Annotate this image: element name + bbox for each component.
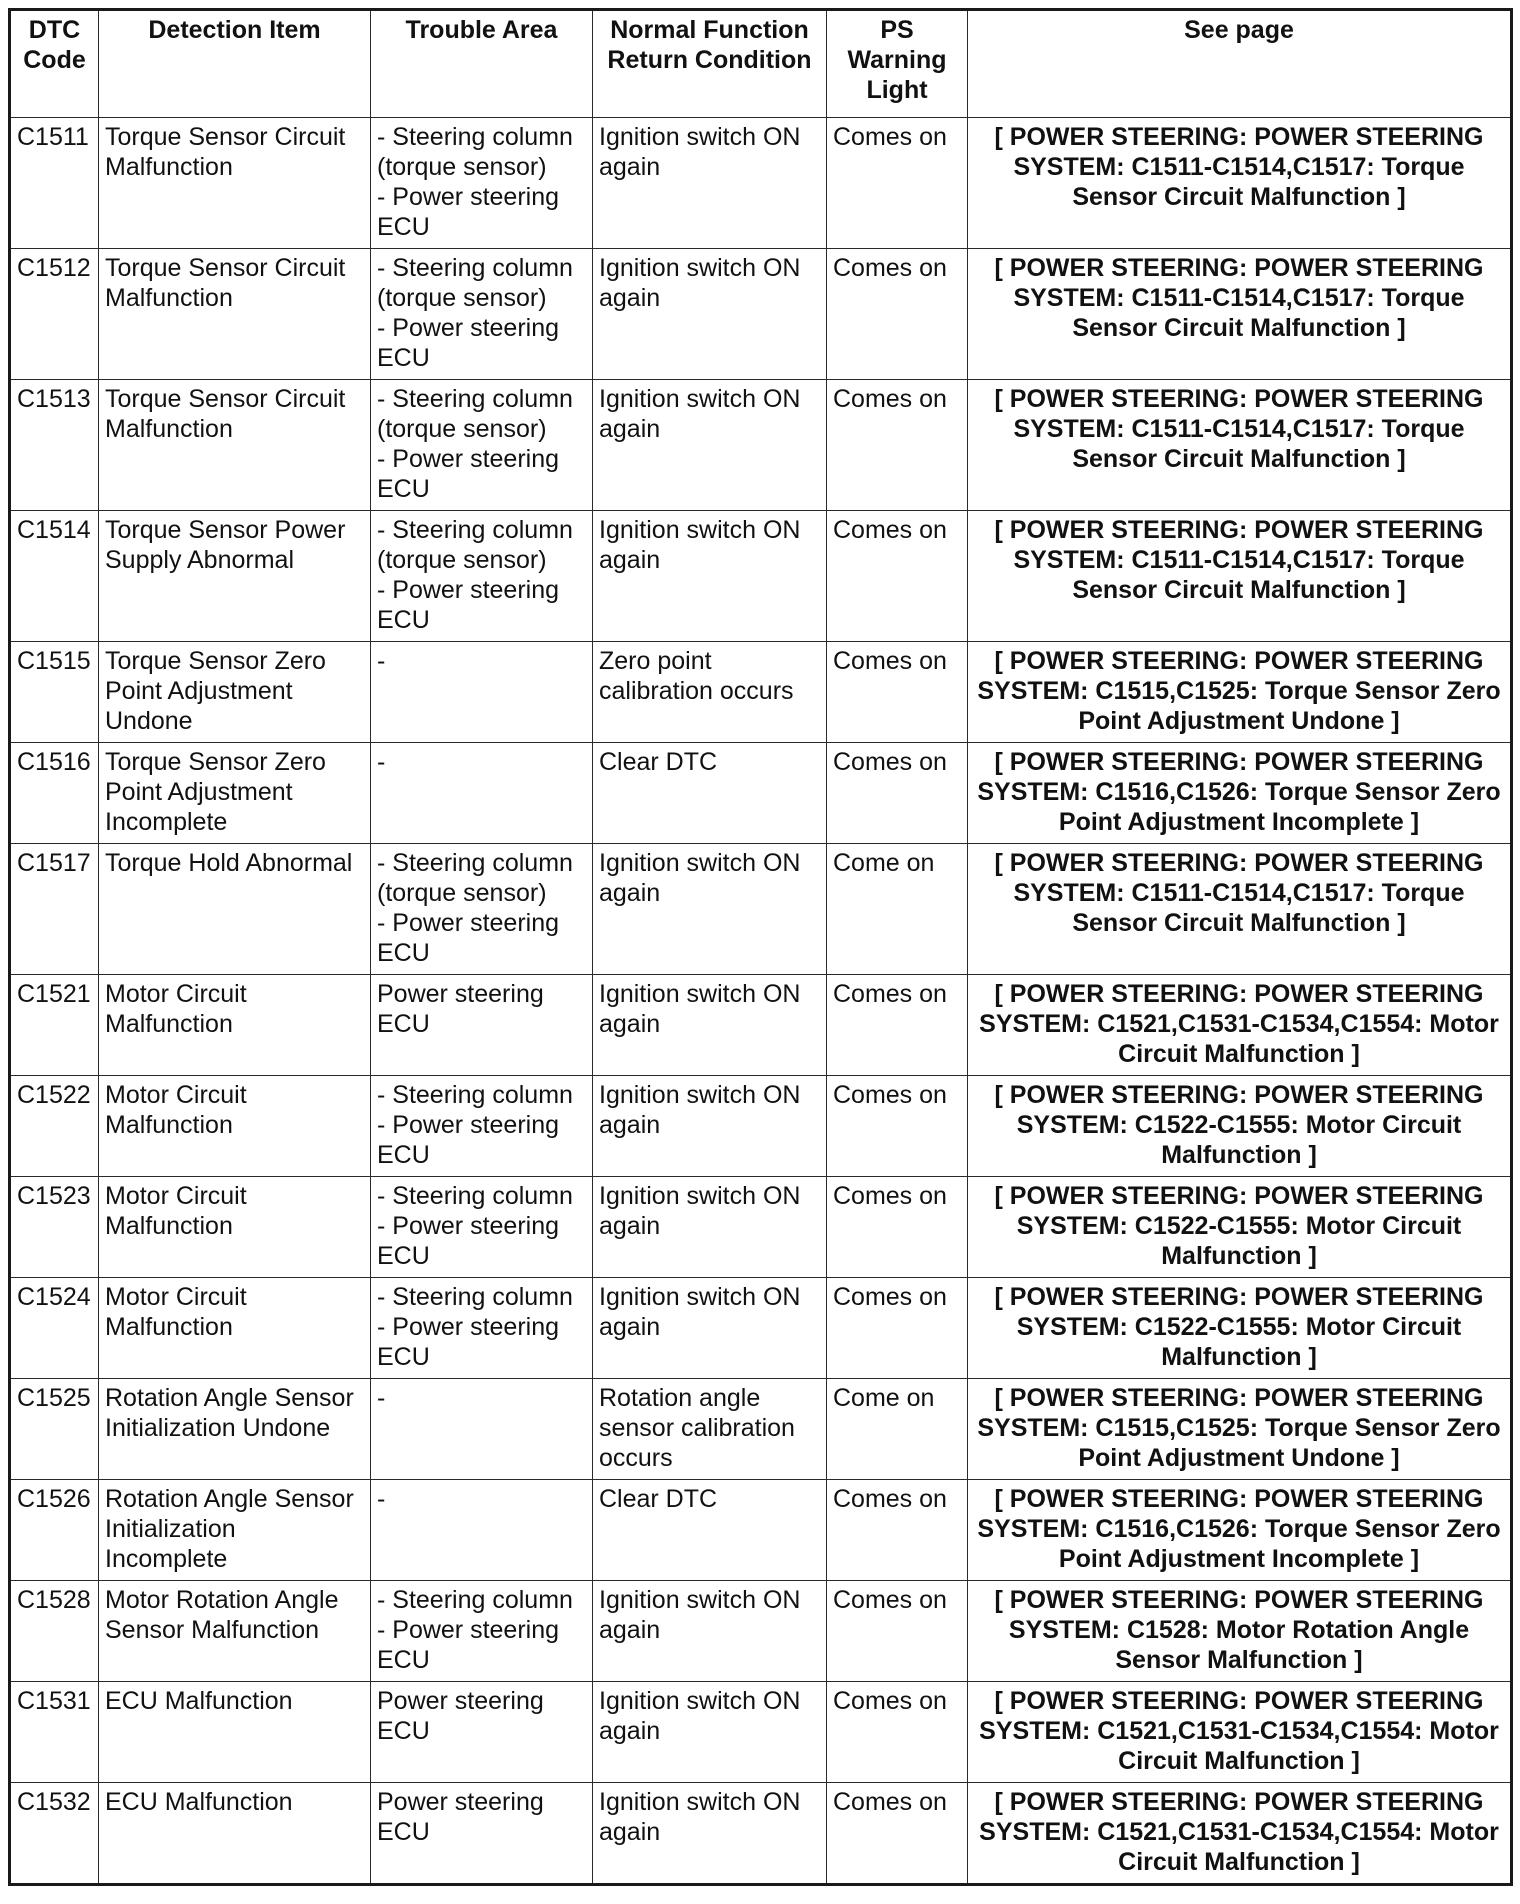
cell-return-condition: Clear DTC <box>593 743 827 844</box>
header-trouble-area: Trouble Area <box>371 10 593 118</box>
cell-see-page-link[interactable]: [ POWER STEERING: POWER STEERING SYSTEM: C1528: Motor Rotation Angle Sensor Malfunction ] <box>968 1581 1512 1682</box>
cell-see-page-link[interactable]: [ POWER STEERING: POWER STEERING SYSTEM: C1511-C1514,C1517: Torque Sensor Circuit Malfunction ] <box>968 380 1512 511</box>
cell-see-page-link[interactable]: [ POWER STEERING: POWER STEERING SYSTEM: C1515,C1525: Torque Sensor Zero Point Adjustment Undone ] <box>968 642 1512 743</box>
cell-see-page-link[interactable]: [ POWER STEERING: POWER STEERING SYSTEM: C1516,C1526: Torque Sensor Zero Point Adjustment Incomplete ] <box>968 1480 1512 1581</box>
cell-detection-item: Motor Circuit Malfunction <box>99 1278 371 1379</box>
cell-trouble-area: - <box>371 1480 593 1581</box>
table-row <box>10 1076 1512 1177</box>
cell-return-condition: Ignition switch ON again <box>593 1278 827 1379</box>
cell-dtc-code: C1523 <box>10 1177 99 1278</box>
cell-dtc-code: C1531 <box>10 1682 99 1783</box>
cell-see-page-link[interactable]: [ POWER STEERING: POWER STEERING SYSTEM: C1522-C1555: Motor Circuit Malfunction ] <box>968 1177 1512 1278</box>
cell-detection-item: ECU Malfunction <box>99 1682 371 1783</box>
cell-return-condition: Rotation angle sensor calibration occurs <box>593 1379 827 1480</box>
cell-detection-item: Rotation Angle Sensor Initialization Undone <box>99 1379 371 1480</box>
cell-see-page-link[interactable]: [ POWER STEERING: POWER STEERING SYSTEM: C1511-C1514,C1517: Torque Sensor Circuit Malfunction ] <box>968 844 1512 975</box>
cell-ps-warning-light: Comes on <box>827 1682 968 1783</box>
cell-dtc-code: C1516 <box>10 743 99 844</box>
cell-see-page-link[interactable]: [ POWER STEERING: POWER STEERING SYSTEM: C1522-C1555: Motor Circuit Malfunction ] <box>968 1076 1512 1177</box>
table-header <box>10 10 1512 118</box>
table-row <box>10 380 1512 511</box>
cell-detection-item: Torque Sensor Circuit Malfunction <box>99 380 371 511</box>
cell-dtc-code: C1511 <box>10 118 99 249</box>
cell-detection-item: Motor Circuit Malfunction <box>99 1076 371 1177</box>
table-row <box>10 1581 1512 1682</box>
cell-return-condition: Ignition switch ON again <box>593 1783 827 1885</box>
cell-dtc-code: C1528 <box>10 1581 99 1682</box>
table-row <box>10 844 1512 975</box>
cell-see-page-link[interactable]: [ POWER STEERING: POWER STEERING SYSTEM: C1511-C1514,C1517: Torque Sensor Circuit Malfunction ] <box>968 249 1512 380</box>
cell-return-condition: Ignition switch ON again <box>593 975 827 1076</box>
cell-trouble-area: - Steering column (torque sensor) - Power steering ECU <box>371 380 593 511</box>
cell-dtc-code: C1525 <box>10 1379 99 1480</box>
table-row <box>10 642 1512 743</box>
cell-trouble-area: - Steering column - Power steering ECU <box>371 1581 593 1682</box>
cell-see-page-link[interactable]: [ POWER STEERING: POWER STEERING SYSTEM: C1521,C1531-C1534,C1554: Motor Circuit Malfunction ] <box>968 975 1512 1076</box>
table-row <box>10 511 1512 642</box>
cell-trouble-area: - Steering column (torque sensor) - Power steering ECU <box>371 844 593 975</box>
table-row <box>10 743 1512 844</box>
cell-return-condition: Ignition switch ON again <box>593 1177 827 1278</box>
cell-detection-item: Torque Sensor Circuit Malfunction <box>99 249 371 380</box>
cell-dtc-code: C1513 <box>10 380 99 511</box>
cell-detection-item: Torque Sensor Zero Point Adjustment Incomplete <box>99 743 371 844</box>
cell-return-condition: Ignition switch ON again <box>593 380 827 511</box>
table-row <box>10 1278 1512 1379</box>
cell-ps-warning-light: Comes on <box>827 380 968 511</box>
cell-return-condition: Ignition switch ON again <box>593 1581 827 1682</box>
cell-trouble-area: - Steering column - Power steering ECU <box>371 1278 593 1379</box>
cell-trouble-area: Power steering ECU <box>371 1682 593 1783</box>
cell-ps-warning-light: Comes on <box>827 1480 968 1581</box>
cell-trouble-area: Power steering ECU <box>371 1783 593 1885</box>
cell-detection-item: Rotation Angle Sensor Initialization Incomplete <box>99 1480 371 1581</box>
cell-trouble-area: - Steering column - Power steering ECU <box>371 1177 593 1278</box>
cell-ps-warning-light: Come on <box>827 1379 968 1480</box>
cell-see-page-link[interactable]: [ POWER STEERING: POWER STEERING SYSTEM: C1511-C1514,C1517: Torque Sensor Circuit Malfunction ] <box>968 511 1512 642</box>
table-row <box>10 1177 1512 1278</box>
cell-detection-item: Torque Hold Abnormal <box>99 844 371 975</box>
table-body <box>10 118 1512 1885</box>
table-row <box>10 118 1512 249</box>
cell-detection-item: Torque Sensor Circuit Malfunction <box>99 118 371 249</box>
cell-dtc-code: C1515 <box>10 642 99 743</box>
header-ps-warning-light: PS Warning Light <box>827 10 968 118</box>
cell-ps-warning-light: Comes on <box>827 1783 968 1885</box>
table-row <box>10 1783 1512 1885</box>
cell-detection-item: Motor Circuit Malfunction <box>99 975 371 1076</box>
cell-detection-item: Motor Circuit Malfunction <box>99 1177 371 1278</box>
cell-return-condition: Ignition switch ON again <box>593 1076 827 1177</box>
header-row <box>10 10 1512 118</box>
table-row <box>10 975 1512 1076</box>
cell-ps-warning-light: Comes on <box>827 975 968 1076</box>
cell-ps-warning-light: Come on <box>827 844 968 975</box>
cell-trouble-area: - <box>371 642 593 743</box>
cell-see-page-link[interactable]: [ POWER STEERING: POWER STEERING SYSTEM: C1515,C1525: Torque Sensor Zero Point Adjustment Undone ] <box>968 1379 1512 1480</box>
cell-trouble-area: Power steering ECU <box>371 975 593 1076</box>
cell-dtc-code: C1526 <box>10 1480 99 1581</box>
cell-dtc-code: C1522 <box>10 1076 99 1177</box>
cell-dtc-code: C1521 <box>10 975 99 1076</box>
cell-dtc-code: C1517 <box>10 844 99 975</box>
header-return-condition: Normal Function Return Condition <box>593 10 827 118</box>
cell-return-condition: Ignition switch ON again <box>593 844 827 975</box>
cell-return-condition: Ignition switch ON again <box>593 249 827 380</box>
cell-detection-item: Torque Sensor Zero Point Adjustment Undone <box>99 642 371 743</box>
cell-return-condition: Ignition switch ON again <box>593 511 827 642</box>
table-row <box>10 1682 1512 1783</box>
cell-return-condition: Clear DTC <box>593 1480 827 1581</box>
cell-trouble-area: - Steering column - Power steering ECU <box>371 1076 593 1177</box>
cell-detection-item: Motor Rotation Angle Sensor Malfunction <box>99 1581 371 1682</box>
cell-trouble-area: - <box>371 743 593 844</box>
header-dtc-code: DTC Code <box>10 10 99 118</box>
cell-dtc-code: C1514 <box>10 511 99 642</box>
cell-see-page-link[interactable]: [ POWER STEERING: POWER STEERING SYSTEM: C1516,C1526: Torque Sensor Zero Point Adjustment Incomplete ] <box>968 743 1512 844</box>
cell-detection-item: Torque Sensor Power Supply Abnormal <box>99 511 371 642</box>
cell-return-condition: Zero point calibration occurs <box>593 642 827 743</box>
dtc-table <box>8 8 1513 1886</box>
cell-return-condition: Ignition switch ON again <box>593 1682 827 1783</box>
cell-dtc-code: C1532 <box>10 1783 99 1885</box>
cell-ps-warning-light: Comes on <box>827 249 968 380</box>
cell-ps-warning-light: Comes on <box>827 1278 968 1379</box>
cell-ps-warning-light: Comes on <box>827 1076 968 1177</box>
header-see-page: See page <box>968 10 1512 118</box>
cell-ps-warning-light: Comes on <box>827 642 968 743</box>
cell-dtc-code: C1512 <box>10 249 99 380</box>
cell-ps-warning-light: Comes on <box>827 511 968 642</box>
cell-return-condition: Ignition switch ON again <box>593 118 827 249</box>
cell-ps-warning-light: Comes on <box>827 1581 968 1682</box>
table-row <box>10 249 1512 380</box>
table-row <box>10 1480 1512 1581</box>
cell-trouble-area: - Steering column (torque sensor) - Power steering ECU <box>371 118 593 249</box>
cell-see-page-link[interactable]: [ POWER STEERING: POWER STEERING SYSTEM: C1521,C1531-C1534,C1554: Motor Circuit Malfunction ] <box>968 1682 1512 1783</box>
cell-ps-warning-light: Comes on <box>827 1177 968 1278</box>
cell-trouble-area: - Steering column (torque sensor) - Power steering ECU <box>371 249 593 380</box>
cell-ps-warning-light: Comes on <box>827 743 968 844</box>
cell-see-page-link[interactable]: [ POWER STEERING: POWER STEERING SYSTEM: C1522-C1555: Motor Circuit Malfunction ] <box>968 1278 1512 1379</box>
cell-see-page-link[interactable]: [ POWER STEERING: POWER STEERING SYSTEM: C1521,C1531-C1534,C1554: Motor Circuit Malfunction ] <box>968 1783 1512 1885</box>
cell-ps-warning-light: Comes on <box>827 118 968 249</box>
cell-dtc-code: C1524 <box>10 1278 99 1379</box>
cell-detection-item: ECU Malfunction <box>99 1783 371 1885</box>
cell-trouble-area: - <box>371 1379 593 1480</box>
cell-trouble-area: - Steering column (torque sensor) - Power steering ECU <box>371 511 593 642</box>
cell-see-page-link[interactable]: [ POWER STEERING: POWER STEERING SYSTEM: C1511-C1514,C1517: Torque Sensor Circuit Malfunction ] <box>968 118 1512 249</box>
table-row <box>10 1379 1512 1480</box>
header-detection-item: Detection Item <box>99 10 371 118</box>
